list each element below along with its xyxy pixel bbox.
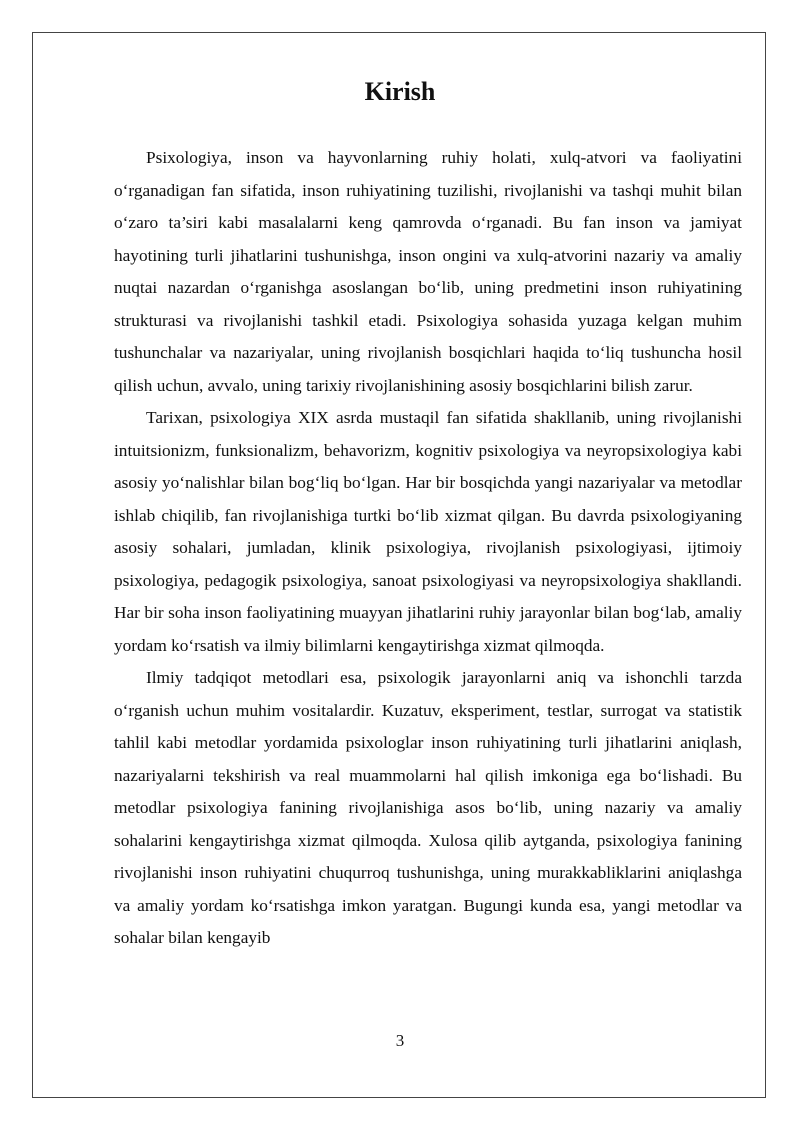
paragraph-2: Tarixan, psixologiya XIX asrda mustaqil fan sifatida shakllanib, uning rivojlanishi intuitsionizm, funksionalizm, behavorizm, kognitiv psixologiya va neyropsixologiya kabi asosiy yo‘nalishlar bilan bog‘liq bo‘lgan. Har bir bosqichda yangi nazariyalar va metodlar ishlab chiqilib, fan rivojlanishiga turtki bo‘lib xizmat qilgan. Bu davrda psixologiyaning asosiy sohalari, jumladan, klinik psixologiya, rivojlanish psixologiyasi, ijtimoiy psixologiya, pedagogik psixologiya, sanoat psixologiyasi va neyropsixologiya shakllandi. Har bir soha inson faoliyatining muayyan jihatlarini ruhiy jarayonlar bilan bog‘lab, amaliy yordam ko‘rsatish va ilmiy bilimlarni kengaytirishga xizmat qilmoqda. xyxy=(114,408,742,655)
paragraph-3: Ilmiy tadqiqot metodlari esa, psixologik jarayonlarni aniq va ishonchli tarzda o‘rganish uchun muhim vositalardir. Kuzatuv, eksperiment, testlar, surrogat va statistik tahlil kabi metodlar yordamida psixologlar inson ruhiyatining turli jihatlarini aniqlash, nazariyalarni tekshirish va real muammolarni hal qilish imkoniga ega bo‘lishadi. Bu metodlar psixologiya fanining rivojlanishiga asos bo‘lib, uning nazariy va amaliy sohalarini kengaytirishga xizmat qilmoqda. Xulosa qilib aytganda, psixologiya fanining rivojlanishi inson ruhiyatini chuqurroq tushunishga, uning murakkabliklarini aniqlashga va amaliy yordam ko‘rsatishga imkon yaratgan. Bugungi kunda esa, yangi metodlar va sohalar bilan kengayib xyxy=(114,668,742,947)
document-body xyxy=(114,142,742,955)
page-title: Kirish xyxy=(364,77,436,106)
paragraph-1: Psixologiya, inson va hayvonlarning ruhiy holati, xulq-atvori va faoliyatini o‘rganadigan fan sifatida, inson ruhiyatining tuzilishi, rivojlanishi va tashqi muhit bilan o‘zaro ta’siri kabi masalalarni keng qamrovda o‘rganadi. Bu fan inson va jamiyat hayotining turli jihatlarini tushunishga, inson ongini va xulq-atvorini nazariy va amaliy nuqtai nazardan o‘rganishga asoslangan bo‘lib, uning predmetini inson ruhiyatining strukturasi va rivojlanishi tashkil etadi. Psixologiya sohasida yuzaga kelgan muhim tushunchalar va nazariyalar, uning rivojlanish bosqichlari haqida to‘liq tushuncha hosil qilish uchun, avvalo, uning tarixiy rivojlanishining asosiy bosqichlarini bilish zarur. xyxy=(114,148,742,395)
page-number: 3 xyxy=(395,1031,405,1050)
